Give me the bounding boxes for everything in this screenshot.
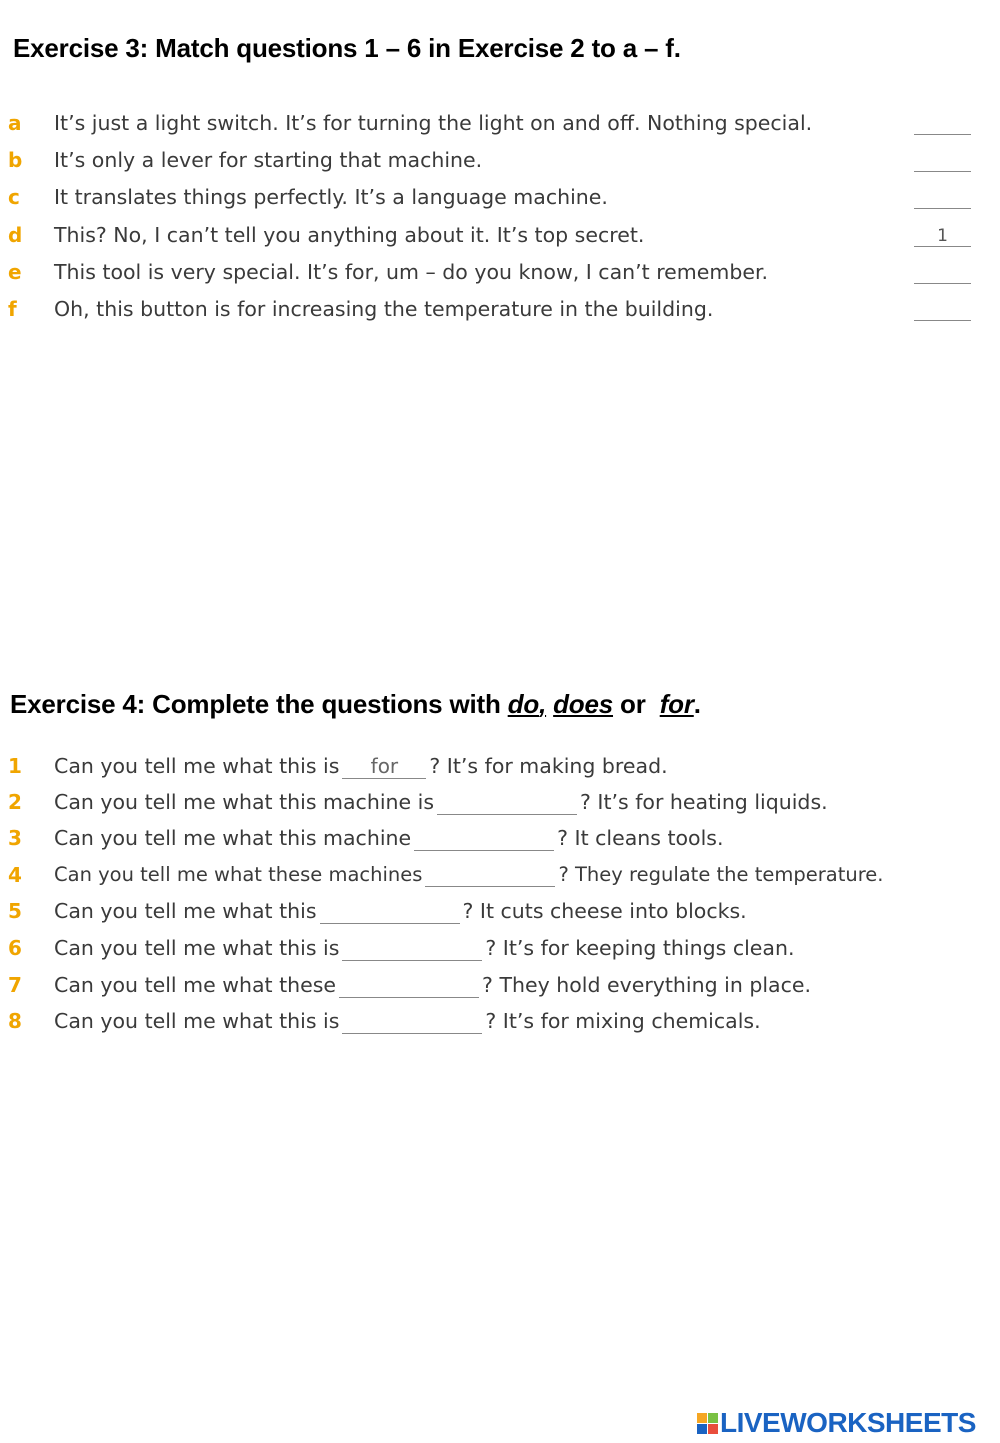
logo-text: LIVEWORKSHEETS [720, 1407, 976, 1438]
item-text: It translates things perfectly. It’s a language machine. [54, 185, 608, 209]
question-end: ? It cleans tools. [557, 826, 724, 850]
item-label: d [8, 223, 23, 247]
keyword-do: do [507, 689, 540, 719]
question-end: ? It’s for heating liquids. [580, 790, 828, 814]
title-period: . [693, 689, 701, 719]
question-number: 5 [8, 899, 22, 923]
question-start: Can you tell me what this [54, 899, 317, 923]
question-start: Can you tell me what this machine is [54, 790, 435, 814]
question-start: Can you tell me what this machine [54, 826, 412, 850]
question-end: ? It’s for mixing chemicals. [485, 1009, 761, 1033]
title-prefix: Exercise 4: Complete the questions with [10, 689, 508, 719]
liveworksheets-logo[interactable] [697, 1408, 976, 1438]
blank-input-4[interactable] [425, 862, 555, 887]
exercise-4-title [10, 689, 701, 720]
answer-input-e[interactable] [914, 263, 971, 284]
answer-input-b[interactable] [914, 151, 971, 172]
item-text: It’s only a lever for starting that machine. [54, 148, 483, 172]
item-text: This? No, I can’t tell you anything about it. It’s top secret. [54, 223, 645, 247]
logo-square [697, 1413, 707, 1423]
blank-input-5[interactable] [320, 899, 460, 924]
blank-input-1[interactable] [342, 754, 426, 779]
question-number: 8 [8, 1009, 22, 1033]
blank-input-8[interactable] [342, 1009, 482, 1034]
blank-input-7[interactable] [339, 973, 479, 998]
question-text [54, 970, 811, 1000]
item-text: This tool is very special. It’s for, um – do you know, I can’t remember. [54, 260, 769, 284]
question-start: Can you tell me what these machines [54, 863, 423, 886]
question-number: 7 [8, 973, 22, 997]
question-end: ? They hold everything in place. [482, 973, 812, 997]
logo-grid-icon [697, 1413, 718, 1434]
logo-square [708, 1413, 718, 1423]
item-label: e [8, 260, 22, 284]
question-end: ? It cuts cheese into blocks. [462, 899, 747, 923]
question-number: 4 [8, 863, 22, 887]
question-text [54, 751, 668, 781]
question-end: ? It’s for making bread. [429, 754, 668, 778]
question-text [54, 896, 747, 926]
title-or: or [613, 689, 653, 719]
item-label: b [8, 148, 23, 172]
question-text [54, 1006, 761, 1036]
blank-input-2[interactable] [437, 790, 577, 815]
item-label: a [8, 111, 22, 135]
question-end: ? They regulate the temperature. [558, 863, 884, 886]
blank-input-3[interactable] [414, 826, 554, 851]
question-text [54, 860, 884, 890]
item-label: c [8, 185, 20, 209]
logo-square [697, 1424, 707, 1434]
blank-input-6[interactable] [342, 936, 482, 961]
question-end: ? It’s for keeping things clean. [485, 936, 795, 960]
question-number: 1 [8, 754, 22, 778]
keyword-does: does [553, 689, 614, 719]
question-start: Can you tell me what this is [54, 754, 340, 778]
exercise-3-title: Exercise 3: Match questions 1 – 6 in Exercise 2 to a – f. [13, 33, 681, 63]
logo-square [708, 1424, 718, 1434]
question-start: Can you tell me what this is [54, 1009, 340, 1033]
item-text: Oh, this button is for increasing the temperature in the building. [54, 297, 714, 321]
item-label: f [8, 297, 17, 321]
question-start: Can you tell me what this is [54, 936, 340, 960]
question-text [54, 787, 828, 817]
answer-input-a[interactable] [914, 114, 971, 135]
question-text [54, 823, 723, 853]
question-text [54, 933, 794, 963]
question-number: 3 [8, 826, 22, 850]
question-number: 6 [8, 936, 22, 960]
answer-input-c[interactable] [914, 188, 971, 209]
question-start: Can you tell me what these [54, 973, 337, 997]
item-text: It’s just a light switch. It’s for turning the light on and off. Nothing special. [54, 111, 813, 135]
answer-input-f[interactable] [914, 300, 971, 321]
answer-input-d[interactable] [914, 226, 971, 247]
question-number: 2 [8, 790, 22, 814]
keyword-for: for [659, 689, 694, 719]
title-comma: , [539, 689, 547, 719]
